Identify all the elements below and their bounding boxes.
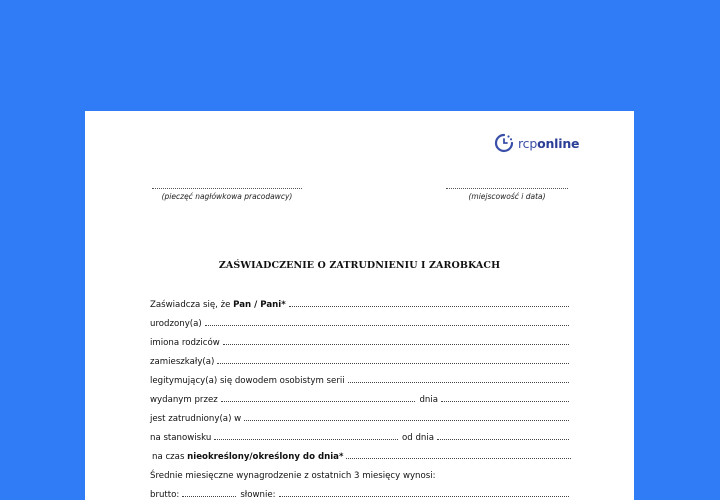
employed-at-field[interactable] (244, 420, 569, 421)
logo-text-online: online (537, 135, 580, 151)
period-label-prefix: na czas (152, 452, 188, 462)
employer-stamp-field (152, 185, 302, 201)
issued-by-label: wydanym przez (150, 395, 218, 405)
in-words-field[interactable] (279, 496, 569, 497)
average-salary-label: Średnie miesięczne wynagrodzenie z ostatnich 3 miesięcy wynosi: (150, 471, 436, 481)
form-line-period (152, 449, 571, 462)
position-field[interactable] (214, 439, 398, 440)
document-page (85, 111, 634, 500)
document-title: ZAŚWIADCZENIE O ZATRUDNIENIU I ZAROBKACH (218, 260, 501, 271)
parents-field[interactable] (223, 344, 569, 345)
place-date-field (446, 185, 568, 201)
in-words-label: słownie: (240, 490, 276, 500)
form-line-id-series (150, 373, 569, 386)
form-line-position (150, 430, 569, 443)
name-label-prefix: Zaświadcza się, że (150, 300, 234, 310)
logo-text (518, 136, 579, 151)
period-field[interactable] (346, 458, 571, 459)
born-label: urodzony(a) (150, 319, 202, 329)
resident-label: zamieszkały(a) (150, 357, 215, 367)
place-date-dotted-line (446, 185, 568, 189)
born-field[interactable] (205, 325, 569, 326)
employer-stamp-dotted-line (152, 185, 302, 189)
form-line-parents (150, 335, 569, 348)
form-line-name (150, 297, 569, 310)
employer-stamp-caption: (pieczęć nagłówkowa pracodawcy) (161, 192, 293, 201)
clock-logo-icon (494, 133, 514, 153)
id-series-field[interactable] (348, 382, 569, 383)
issued-by-field[interactable] (221, 401, 416, 402)
place-date-caption: (miejscowość i data) (468, 192, 546, 201)
form-line-employed-at (150, 411, 569, 424)
id-series-label: legitymujący(a) się dowodem osobistym serii (150, 376, 345, 386)
from-day-field[interactable] (437, 439, 569, 440)
issue-day-field[interactable] (441, 401, 569, 402)
logo-text-rcp: rcp (518, 135, 538, 151)
parents-label: imiona rodziców (150, 338, 220, 348)
rcponline-logo (494, 133, 579, 153)
name-field[interactable] (289, 306, 569, 307)
name-label-bold: Pan / Pani* (233, 300, 286, 310)
form-line-gross (150, 487, 569, 500)
form-line-issued-by (150, 392, 569, 405)
form-line-born (150, 316, 569, 329)
employed-at-label: jest zatrudniony(a) w (150, 414, 242, 424)
name-label (150, 300, 286, 310)
form-line-resident (150, 354, 569, 367)
issue-day-label: dnia (419, 395, 438, 405)
gross-field[interactable] (182, 496, 236, 497)
position-label: na stanowisku (150, 433, 212, 443)
form-line-average-salary (150, 468, 569, 481)
period-label-bold: nieokreślony/określony do dnia* (187, 452, 344, 462)
resident-field[interactable] (217, 363, 569, 364)
period-label (152, 452, 343, 462)
gross-label: brutto: (150, 490, 180, 500)
from-day-label: od dnia (402, 433, 434, 443)
